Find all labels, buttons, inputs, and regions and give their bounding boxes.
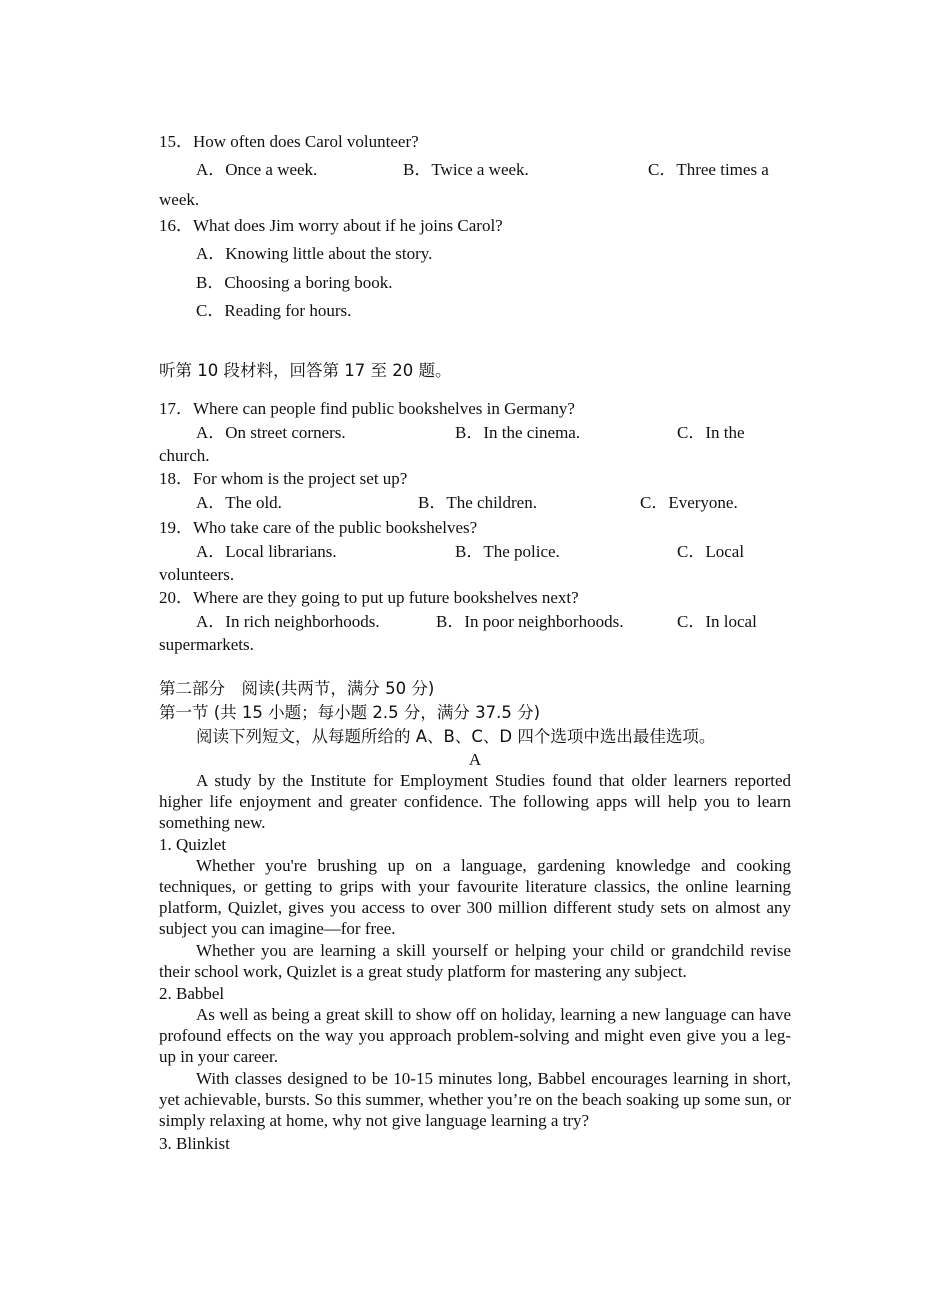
question-18-option-a: A．The old. — [196, 493, 282, 512]
question-20-option-a: A．In rich neighborhoods. — [196, 612, 380, 631]
question-19-option-b: B．The police. — [455, 542, 560, 561]
section-note: 听第 10 段材料，回答第 17 至 20 题。 — [159, 361, 452, 380]
question-20-option-b: B．In poor neighborhoods. — [436, 612, 624, 631]
passage-intro: A study by the Institute for Employment Studies found that older learners reported higher life enjoyment and greater confidence. The following apps will help you to learn something new. — [159, 771, 791, 832]
question-16-stem: 16．What does Jim worry about if he joins Carol? — [159, 216, 503, 235]
question-17-option-a: A．On street corners. — [196, 423, 346, 442]
app-heading-quizlet: 1. Quizlet — [159, 835, 227, 854]
question-19-wrap: volunteers. — [159, 565, 235, 584]
question-19-stem: 19．Who take care of the public bookshelves? — [159, 518, 478, 537]
question-18-option-b: B．The children. — [418, 493, 537, 512]
question-15-option-a: A．Once a week. — [196, 160, 318, 179]
question-16-option-a: A．Knowing little about the story. — [196, 244, 433, 263]
app-heading-babbel: 2. Babbel — [159, 984, 225, 1003]
question-17-option-c: C．In the — [677, 423, 745, 442]
question-15-wrap: week. — [159, 190, 200, 209]
question-17-stem: 17．Where can people find public bookshelves in Germany? — [159, 399, 575, 418]
question-15-stem: 15．How often does Carol volunteer? — [159, 132, 419, 151]
question-15-option-b: B．Twice a week. — [403, 160, 529, 179]
babbel-paragraph-1: As well as being a great skill to show off on holiday, learning a new language can have profound effects on the way you approach problem-solving and might even give you a leg-up in your career. — [159, 1005, 791, 1066]
question-17-option-b: B．In the cinema. — [455, 423, 581, 442]
section-title: 第一节 (共 15 小题；每小题 2.5 分，满分 37.5 分) — [159, 703, 541, 722]
question-16-option-b: B．Choosing a boring book. — [196, 273, 393, 292]
quizlet-paragraph-2: Whether you are learning a skill yourself or helping your child or grandchild revise their school work, Quizlet is a great study platform for mastering any subject. — [159, 941, 791, 981]
part-title: 第二部分 阅读(共两节，满分 50 分) — [159, 679, 435, 698]
passage-label: A — [468, 750, 482, 769]
question-20-wrap: supermarkets. — [159, 635, 254, 654]
question-20-stem: 20．Where are they going to put up future bookshelves next? — [159, 588, 579, 607]
question-18-stem: 18．For whom is the project set up? — [159, 469, 408, 488]
question-16-option-c: C．Reading for hours. — [196, 301, 352, 320]
question-20-option-c: C．In local — [677, 612, 757, 631]
question-15-option-c: C．Three times a — [648, 160, 769, 179]
question-17-wrap: church. — [159, 446, 210, 465]
question-19-option-a: A．Local librarians. — [196, 542, 337, 561]
question-19-option-c: C．Local — [677, 542, 745, 561]
quizlet-paragraph-1: Whether you're brushing up on a language, gardening knowledge and cooking techniques, or getting to grips with your favourite literature classics, the online learning platform, Quizlet, gives you access to over 300 million different study sets on almost any subject you can imagine—for free. — [159, 856, 791, 938]
app-heading-blinkist: 3. Blinkist — [159, 1134, 230, 1153]
question-18-option-c: C．Everyone. — [640, 493, 738, 512]
babbel-paragraph-2: With classes designed to be 10-15 minutes long, Babbel encourages learning in short, yet achievable, bursts. So this summer, whether you’re on the beach soaking up some sun, or simply relaxing at home, why not give language learning a try? — [159, 1069, 791, 1130]
reading-instruction: 阅读下列短文，从每题所给的 A、B、C、D 四个选项中选出最佳选项。 — [196, 727, 716, 746]
